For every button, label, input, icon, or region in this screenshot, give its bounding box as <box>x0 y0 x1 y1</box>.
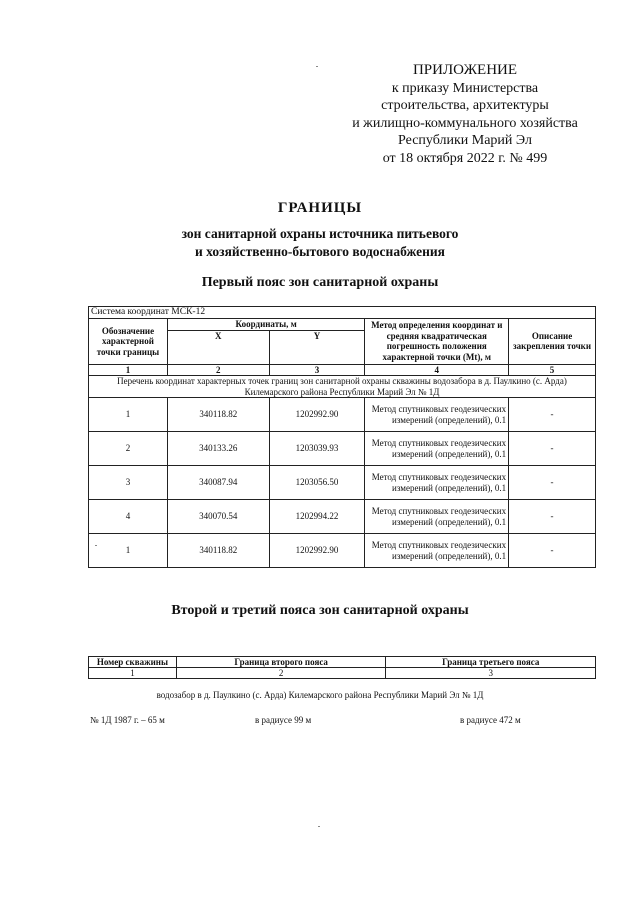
table-row <box>89 500 596 534</box>
document-subtitle <box>0 225 640 261</box>
header-x: X <box>167 330 269 364</box>
cell-fix: - <box>509 466 596 500</box>
header-third-belt: Граница третьего пояса <box>386 657 596 668</box>
appendix-line: к приказу Министерства <box>391 80 539 96</box>
belt23-heading: Второй и третий пояса зон санитарной охраны <box>171 603 469 618</box>
well-number: № 1Д 1987 г. – 65 м <box>90 715 165 725</box>
cell-y: 1203039.93 <box>269 432 365 466</box>
appendix-heading: ПРИЛОЖЕНИЕ <box>412 62 518 78</box>
cell-y: 1203056.50 <box>269 466 365 500</box>
water-intake-label: водозабор в д. Паулкино (с. Арда) Килемарского района Республики Марий Эл № 1Д <box>156 690 484 700</box>
cell-method: Метод спутниковых геодезических измерений (определений), 0.1 <box>365 466 509 500</box>
list-title-cell: Перечень координат характерных точек границ зон санитарной охраны скважины водозабора в д. Паулкино (с. Арда) Килемарского района Республики Марий Эл № 1Д <box>89 376 596 398</box>
scan-speck <box>318 826 320 827</box>
appendix-line: Республики Марий Эл <box>398 133 532 148</box>
cell-method: Метод спутниковых геодезических измерений (определений), 0.1 <box>365 432 509 466</box>
table-row <box>89 398 596 432</box>
appendix-line: строительства, архитектуры <box>381 98 549 113</box>
document-title: ГРАНИЦЫ <box>277 200 363 216</box>
col-number: 1 <box>89 668 177 679</box>
header-method: Метод определения координат и средняя квадратическая погрешность положения характерной точки (Mt), м <box>365 319 509 365</box>
col-number: 5 <box>509 364 596 376</box>
third-belt-radius: в радиусе 472 м <box>460 715 521 725</box>
col-number: 2 <box>176 668 386 679</box>
cell-y: 1202992.90 <box>269 534 365 568</box>
scan-speck <box>316 66 318 67</box>
belt1-heading: Первый пояс зон санитарной охраны <box>201 275 439 290</box>
header-second-belt: Граница второго пояса <box>176 657 386 668</box>
cell-y: 1202994.22 <box>269 500 365 534</box>
cell-fix: - <box>509 534 596 568</box>
cell-method: Метод спутниковых геодезических измерений (определений), 0.1 <box>365 500 509 534</box>
belt23-table <box>88 656 596 679</box>
cell-x: 340118.82 <box>167 534 269 568</box>
second-belt-radius: в радиусе 99 м <box>255 715 312 725</box>
table-row <box>89 466 596 500</box>
coord-system-cell: Система координат МСК-12 <box>89 307 596 319</box>
table-row <box>89 534 596 568</box>
table-row <box>89 432 596 466</box>
header-coords: Координаты, м <box>167 319 365 331</box>
cell-x: 340133.26 <box>167 432 269 466</box>
cell-point: 2 <box>89 432 168 466</box>
col-number: 4 <box>365 364 509 376</box>
subtitle-line-1: зон санитарной охраны источника питьевого <box>181 226 459 241</box>
cell-point: 1 <box>89 398 168 432</box>
col-number: 2 <box>167 364 269 376</box>
header-y: Y <box>269 330 365 364</box>
appendix-line: от 18 октября 2022 г. № 499 <box>382 150 548 166</box>
subtitle-line-2: и хозяйственно-бытового водоснабжения <box>195 244 445 259</box>
col-number: 3 <box>269 364 365 376</box>
cell-y: 1202992.90 <box>269 398 365 432</box>
belt1-coordinates-table <box>88 306 596 568</box>
appendix-block <box>330 62 600 167</box>
col-number: 1 <box>89 364 168 376</box>
cell-x: 340087.94 <box>167 466 269 500</box>
scan-speck <box>95 545 97 546</box>
header-point: Обозначение характерной точки границы <box>89 319 168 365</box>
cell-fix: - <box>509 398 596 432</box>
cell-fix: - <box>509 500 596 534</box>
cell-x: 340118.82 <box>167 398 269 432</box>
col-number: 3 <box>386 668 596 679</box>
cell-point: 3 <box>89 466 168 500</box>
header-fix: Описание закрепления точки <box>509 319 596 365</box>
cell-method: Метод спутниковых геодезических измерений (определений), 0.1 <box>365 398 509 432</box>
cell-fix: - <box>509 432 596 466</box>
cell-x: 340070.54 <box>167 500 269 534</box>
cell-point: 1 <box>89 534 168 568</box>
cell-method: Метод спутниковых геодезических измерений (определений), 0.1 <box>365 534 509 568</box>
cell-point: 4 <box>89 500 168 534</box>
appendix-line: и жилищно-коммунального хозяйства <box>352 115 578 131</box>
header-well: Номер скважины <box>89 657 177 668</box>
